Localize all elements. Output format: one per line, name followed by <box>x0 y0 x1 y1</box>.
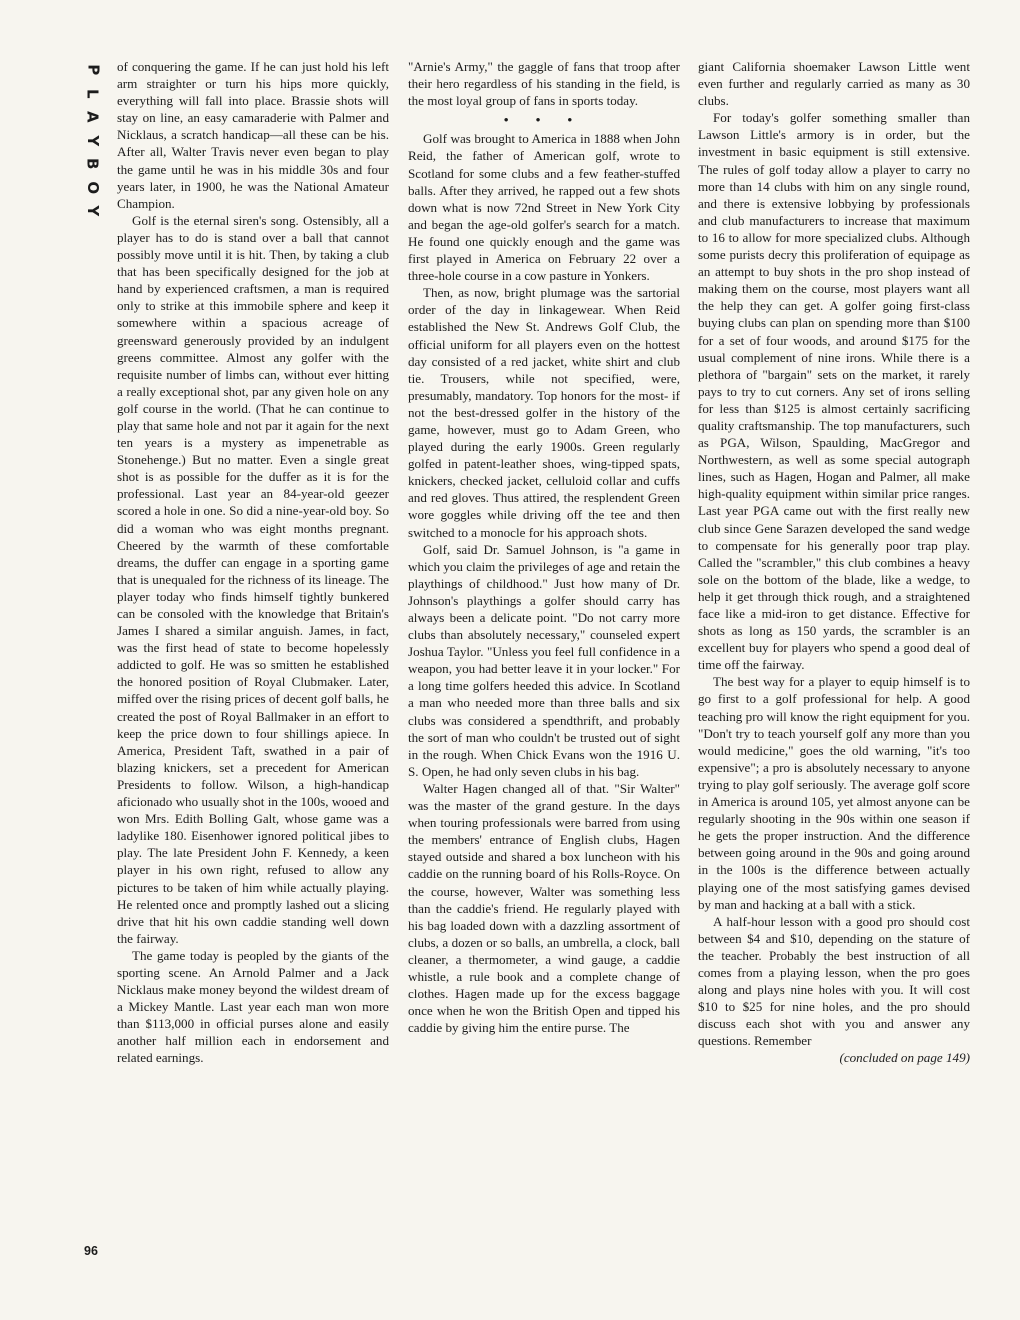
paragraph: For today's golfer something smaller than Lawson Little's armory is in order, but the investment in basic equipment is still extensive. The rules of golf today allow a player to carry no more than 14 clubs with him on any single round, and there is extensive lobbying by professionals and club manufacturers to increase that maximum to 16 to allow for more specialized clubs. Although some purists decry this proliferation of equipage as an attempt to buy shots in the pro shop instead of making them on the course, most players want all the help they can get. A golfer going first-class buying clubs can plan on spending more than $100 for a set of four woods, and around $175 for the usual complement of nine irons. While there is a plethora of "bargain" sets on the market, it rarely pays to try to cut corners. Any set of irons selling for less than $125 is almost certainly sacrificing quality craftsmanship. The top manufacturers, such as PGA, Wilson, Spaulding, MacGregor and Northwestern, as well as some special autograph lines, such as Hagen, Hogan and Palmer, all make high-quality equipment within similar price ranges. Last year PGA came out with the first really new club since Gene Sarazen developed the sand wedge to compensate for his generally poor trap play. Called the "scrambler," this club combines a heavy sole on the bottom of the blade, like a wedge, to help it get through thick rough, and a straightened face like a mid-iron to get distance. Effective for shots as long as 150 yards, the scrambler is an excellent buy for players who spend a good deal of time off the fairway. <box>698 110 970 673</box>
masthead-letter: O <box>83 180 102 194</box>
paragraph: Golf was brought to America in 1888 when John Reid, the father of American golf, wrote to Scotland for some clubs and a few feather-stuffed balls. After they arrived, he rapped out a few shots down what is now 72nd Street in New York City and began the age-old golfer's search for a match. He found one quickly enough and the game was first played in America on February 22 over a three-hole course in a cow pasture in Yonkers. <box>408 131 680 284</box>
paragraph: giant California shoemaker Lawson Little went even further and regularly carried as many as 30 clubs. <box>698 59 970 109</box>
masthead-letter: P <box>83 64 102 76</box>
paragraph: Golf is the eternal siren's song. Ostensibly, all a player has to do is stand over a ball that cannot possibly move until it is hit. Then, by taking a club that has been specifically designed for the job at hand by experienced craftsmen, a man is required only to strike at this immobile sphere and keep it somewhere within a spacious acreage of greensward generously provided by an indulgent greens committee. Almost any golfer with the requisite number of limbs can, without ever hitting a really exceptional shot, par any given hole on any golf course in the world. (That he can continue to play that same hole and not par it again for the next ten years is a mystery as impenetrable as Stonehenge.) But no matter. Even a single great shot is as possible for the duffer as it is for the professional. Last year an 84-year-old geezer scored a hole in one. So did a nine-year-old boy. So did a woman who was eight months pregnant. Cheered by the warmth of these comfortable dreams, the duffer can engage in a sporting game that is unequaled for the richness of its lineage. The player today who finds himself tightly bunkered can be consoled with the knowledge that Britain's James I shared a similar anguish. James, in fact, was the first head of state to become hopelessly addicted to golf. He was so smitten he established the honored position of Royal Clubmaker. Later, miffed over the rising prices of decent golf balls, he created the post of Royal Ballmaker in an effort to keep the price down to four shillings apiece. In America, President Taft, swathed in a pair of blazing knickers, set a precedent for American Presidents to follow. Wilson, a high-handicap aficionado who usually shot in the 100s, wooed and won Mrs. Edith Bolling Galt, whose game was a ladylike 180. Eisenhower ignored political jibes to play. The late President John F. Kennedy, a keen player in his own right, refused to allow any pictures to be taken of him while actually playing. He relented once and promptly lashed out a slicing drive that hit his own caddie standing well down the fairway. <box>117 212 389 946</box>
masthead-letter: B <box>83 158 102 170</box>
text-column-3 <box>698 58 970 1067</box>
text-column-2 <box>408 58 680 1036</box>
masthead-letter: L <box>83 88 102 99</box>
paragraph: Golf, said Dr. Samuel Johnson, is "a game in which you claim the privileges of age and retain the playthings of childhood." Just how many of Dr. Johnson's playthings a golfer should carry has always been a delicate point. "Do not carry more clubs than absolutely necessary," counseled expert Joshua Taylor. "Unless you feel full confidence in a weapon, you had better leave it in your locker." For a long time golfers heeded this advice. In Scotland a man who needed more than three balls and six clubs was considered a spendthrift, and probably the sort of man who couldn't be trusted out of sight in the rough. When Chick Evans won the 1916 U. S. Open, he had only seven clubs in his bag. <box>408 541 680 779</box>
paragraph: Then, as now, bright plumage was the sartorial order of the day in linkagewear. When Reid established the New St. Andrews Golf Club, the official uniform for all players even on the hottest day consisted of a red jacket, white shirt and club tie. Trousers, while not specified, were, presumably, mandatory. Top honors for the most- if not the best-dressed golfer in the history of the game, however, must go to Adam Green, who played during the early 1900s. Green regularly golfed in patent-leather shoes, wing-tipped spats, knickers, checked jacket, celluloid collar and cuffs and red gloves. Thus attired, the resplendent Green wore goggles while driving off the tee and then switched to a monocle for his approach shots. <box>408 285 680 540</box>
paragraph: A half-hour lesson with a good pro should cost between $4 and $10, depending on the stature of the teacher. Probably the best instruction of all comes from a playing lesson, when the pro goes along and plays nine holes with you. It will cost $10 to $25 for nine holes, and the pro should discuss each shot with you and answer any questions. Remember <box>698 913 970 1049</box>
masthead-letter: Y <box>83 205 102 217</box>
section-separator: • • • <box>503 112 585 128</box>
paragraph: of conquering the game. If he can just hold his left arm straighter or turn his hips more quickly, everything will fall into place. Brassie shots will stay on line, an easy camaraderie with Palmer and Nicklaus, a scratch handicap—all these can be his. After all, Walter Travis never even began to play the game until he was in his middle 30s and four years later, in 1900, he was the National Amateur Champion. <box>117 59 389 211</box>
text-column-1 <box>117 58 389 1067</box>
magazine-masthead <box>82 58 102 223</box>
masthead-letter: Y <box>83 134 102 146</box>
paragraph: The game today is peopled by the giants of the sporting scene. An Arnold Palmer and a Jack Nicklaus make money beyond the wildest dream of a Mickey Mantle. Last year each man won more than $113,000 in official purses alone and easily another half million each in endorsement and related earnings. <box>117 947 389 1066</box>
masthead-letter: A <box>83 110 102 123</box>
paragraph: "Arnie's Army," the gaggle of fans that troop after their hero regardless of his standing in the field, is the most loyal group of fans in sports today. <box>408 59 680 109</box>
continuation-note: (concluded on page 149) <box>839 1050 970 1066</box>
paragraph: Walter Hagen changed all of that. "Sir Walter" was the master of the grand gesture. In the days when touring professionals were barred from using the members' entrance of English clubs, Hagen stayed outside and shared a box luncheon with his caddie on the running board of his Rolls-Royce. On the course, however, Walter was something less than the caddie's friend. He regularly played with his bag loaded down with a dazzling assortment of clubs, a dozen or so balls, an umbrella, a clock, ball cleaner, a thermometer, a wind gauge, a caddie whistle, a rule book and a complete change of clothes. Hagen made up for the excess baggage once when he won the British Open and tipped his caddie by giving him the entire purse. The <box>408 780 680 1036</box>
paragraph: The best way for a player to equip himself is to go first to a golf professional for help. A good teaching pro will know the right equipment for you. "Don't try to teach yourself golf any more than you would medicine," goes the old warning, "it's too expensive"; a pro is absolutely necessary to anyone trying to play golf seriously. The average golf score in America is around 105, yet almost anyone can be regularly shooting in the 90s within one season if he gets the proper instruction. And the difference between going around in the 90s and going around in the 100s is the difference between actually playing one of the most satisfying games devised by man and hacking at a ball with a stick. <box>698 674 970 912</box>
page-number: 96 <box>84 1244 98 1258</box>
